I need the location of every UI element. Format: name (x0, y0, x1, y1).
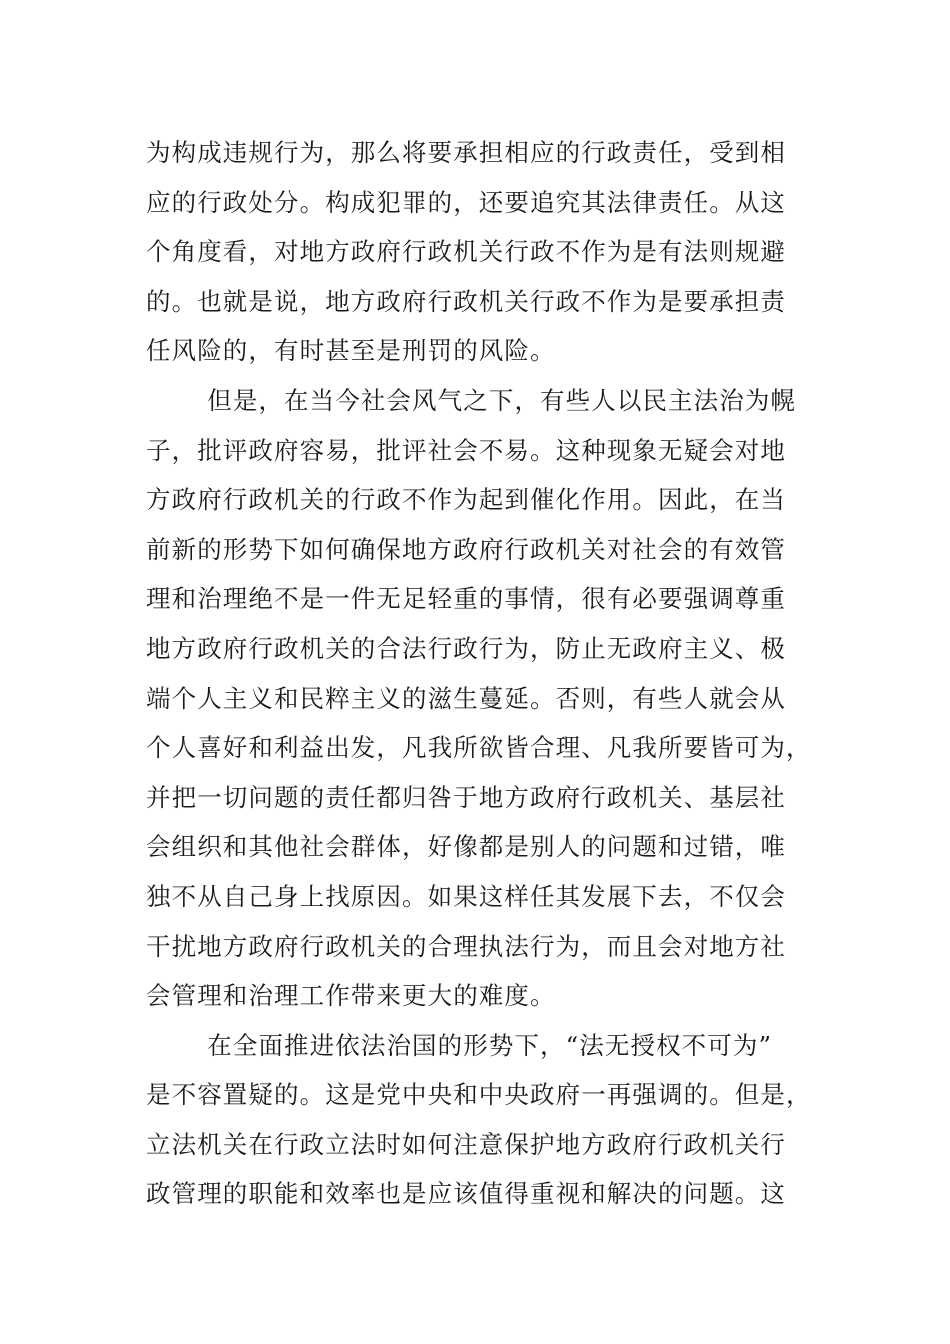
paragraph-2 (146, 376, 812, 1021)
text-line: 子，批评政府容易，批评社会不易。这种现象无疑会对地 (146, 435, 786, 465)
text-line: 个角度看，对地方政府行政机关行政不作为是有法则规避 (146, 237, 786, 267)
text-line: 的。也就是说，地方政府行政机关行政不作为是要承担责 (146, 286, 786, 316)
text-line: 端个人主义和民粹主义的滋生蔓延。否则，有些人就会从 (146, 683, 786, 713)
text-line: 地方政府行政机关的合法行政行为，防止无政府主义、极 (146, 633, 786, 663)
text-line: 方政府行政机关的行政不作为起到催化作用。因此，在当 (146, 485, 786, 515)
text-line: 会组织和其他社会群体，好像都是别人的问题和过错，唯 (146, 832, 786, 862)
text-line: 为构成违规行为，那么将要承担相应的行政责任，受到相 (146, 138, 786, 167)
text-line: 立法机关在行政立法时如何注意保护地方政府行政机关行 (146, 1129, 786, 1159)
text-line: 并把一切问题的责任都归咎于地方政府行政机关、基层社 (146, 782, 786, 812)
paragraph-1 (146, 128, 806, 376)
document-page (146, 128, 812, 1219)
text-line: 个人喜好和利益出发，凡我所欲皆合理、凡我所要皆可为， (146, 733, 812, 763)
text-line: 政管理的职能和效率也是应该值得重视和解决的问题。这 (146, 1179, 786, 1209)
paragraph-3 (146, 1021, 812, 1219)
text-line: 会管理和治理工作带来更大的难度。 (146, 981, 556, 1011)
text-line: 任风险的，有时甚至是刑罚的风险。 (146, 336, 556, 366)
text-line: 是不容置疑的。这是党中央和中央政府一再强调的。但是， (146, 1080, 812, 1110)
text-line: 理和治理绝不是一件无足轻重的事情，很有必要强调尊重 (146, 584, 786, 614)
text-line: 干扰地方政府行政机关的合理执法行为，而且会对地方社 (146, 931, 786, 961)
text-line: 独不从自己身上找原因。如果这样任其发展下去，不仅会 (146, 881, 786, 911)
text-line: 前新的形势下如何确保地方政府行政机关对社会的有效管 (146, 534, 786, 564)
text-line: 应的行政处分。构成犯罪的，还要追究其法律责任。从这 (146, 187, 786, 217)
text-line-indented: 在全面推进依法治国的形势下，“法无授权不可为” (207, 1030, 773, 1060)
text-line-indented: 但是，在当今社会风气之下，有些人以民主法治为幌 (207, 385, 797, 415)
